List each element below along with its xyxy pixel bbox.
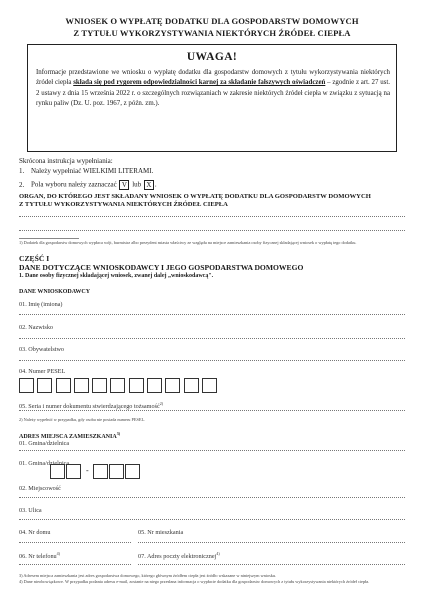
part1-description: 1. Dane osoby fizycznej składającej wniosek, zwanej dalej „wnioskodawcą".	[19, 273, 214, 279]
apartment-number-field[interactable]	[138, 542, 405, 543]
pesel-digit-cell[interactable]	[37, 378, 52, 393]
phone-label-sup: 4)	[56, 551, 60, 556]
organ-footnote: 1) Dodatek dla gospodarstw domowych wypłaca wójt, burmistrz albo prezydent miasta właściwy ze względu na miejsce zamieszkania osoby fizycznej składającej wniosek o wypłatę tego dodatku.	[19, 240, 357, 245]
pesel-digit-cell[interactable]	[184, 378, 199, 393]
postal-code-prefix-input[interactable]	[50, 464, 82, 479]
pesel-digit-cell[interactable]	[147, 378, 162, 393]
pesel-footnote: 2) Należy wypełnić w przypadku, gdy osoba nie posiada numeru PESEL.	[19, 417, 146, 422]
postal-code-digit-cell[interactable]	[50, 464, 65, 479]
instruction-item-2-number: 2.	[19, 180, 25, 189]
pesel-digit-cell[interactable]	[202, 378, 217, 393]
part1-title: CZĘŚĆ I	[19, 254, 50, 263]
municipality-field[interactable]	[19, 450, 405, 451]
phone-label-text: 06. Nr telefonu	[19, 553, 57, 561]
pesel-input[interactable]	[19, 378, 220, 393]
first-name-label: 01. Imię (imiona)	[19, 301, 63, 308]
id-document-label-text: 05. Seria i numer dokumentu stwierdzającego tożsamość	[19, 403, 160, 411]
pesel-digit-cell[interactable]	[19, 378, 34, 393]
warning-box	[27, 44, 397, 152]
postal-code-digit-cell[interactable]	[93, 464, 108, 479]
pesel-digit-cell[interactable]	[74, 378, 89, 393]
form-title-line2: Z TYTUŁU WYKORZYSTYWANIA NIEKTÓRYCH ŹRÓDEŁ CIEPŁA	[73, 28, 351, 38]
postal-code-digit-cell[interactable]	[109, 464, 124, 479]
postal-code-suffix-input[interactable]	[93, 464, 141, 479]
pesel-digit-cell[interactable]	[92, 378, 107, 393]
warning-heading: UWAGA!	[186, 51, 238, 63]
pesel-digit-cell[interactable]	[56, 378, 71, 393]
phone-label	[19, 551, 60, 560]
house-number-label: 04. Nr domu	[19, 529, 51, 536]
postal-code-dash: -	[86, 466, 89, 475]
address-heading-text: ADRES MIEJSCA ZAMIESZKANIA	[19, 434, 117, 440]
street-field[interactable]	[19, 519, 405, 520]
street-label: 03. Ulica	[19, 507, 42, 514]
checkbox-sample-x: X	[144, 180, 154, 190]
address-heading-sup: 3)	[116, 431, 121, 436]
email-label-sup: 4)	[216, 551, 220, 556]
form-title-line1: WNIOSEK O WYPŁATĘ DODATKU DLA GOSPODARSTW DOMOWYCH	[65, 16, 359, 26]
city-field[interactable]	[19, 497, 405, 498]
apartment-number-label: 05. Nr mieszkania	[138, 529, 184, 536]
id-document-label-sup: 2)	[159, 401, 164, 406]
checkbox-sample-v: V	[119, 180, 129, 190]
city-label: 02. Miejscowość	[19, 485, 61, 492]
address-heading	[19, 431, 120, 440]
email-footnote: 4) Dane nieobowiązkowe. W przypadku podania adresu e-mail, zostanie na niego przesłana informacja o wypłacie dodatku dla gospodarstw domowych z tytułu wykorzystywania niektórych źródeł ciepła.	[19, 579, 370, 584]
municipality-label: 01. Gmina/dzielnica	[19, 440, 70, 447]
footnote-rule	[19, 238, 79, 239]
warning-text-part1: Informacje przedstawione we wniosku o wypłatę dodatku dla gospodarstw domowych z tytułu wykorzystywania niektórych źródeł ciepła	[36, 69, 390, 87]
last-name-label: 02. Nazwisko	[19, 324, 54, 331]
phone-field[interactable]	[19, 564, 131, 565]
address-footnote: 3) Adresem miejsca zamieszkania jest adres gospodarstwa domowego, którego głównym źródłem ciepła jest źródło wskazane w niniejszym wniosku.	[19, 573, 277, 578]
id-document-field[interactable]	[19, 410, 405, 411]
instructions-heading: Skrócona instrukcja wypełniania:	[19, 157, 113, 165]
warning-text	[36, 68, 390, 110]
postal-code-digit-cell[interactable]	[125, 464, 140, 479]
id-document-label	[19, 401, 163, 410]
email-field[interactable]	[138, 564, 405, 565]
first-name-field[interactable]	[19, 314, 405, 315]
organ-heading-line2: Z TYTUŁU WYKORZYSTYWANIA NIEKTÓRYCH ŹRÓDEŁ CIEPŁA	[19, 201, 228, 208]
organ-input-line-2[interactable]	[19, 230, 405, 231]
pesel-digit-cell[interactable]	[129, 378, 144, 393]
instruction-item-1-number: 1.	[19, 167, 25, 175]
pesel-label: 04. Numer PESEL	[19, 368, 66, 375]
warning-text-bold: składa się pod rygorem odpowiedzialności karnej za składanie fałszywych oświadczeń	[73, 79, 326, 87]
email-label	[138, 551, 220, 560]
instruction-item-2-text: Pola wyboru należy zaznaczać	[31, 180, 117, 189]
part1-subtitle: DANE DOTYCZĄCE WNIOSKODAWCY I JEGO GOSPODARSTWA DOMOWEGO	[19, 263, 304, 272]
email-label-text: 07. Adres poczty elektronicznej	[138, 553, 217, 561]
warning-text-part2: – zgodnie z art. 27 ust. 2 ustawy z dnia 15 września 2022 r. o szczególnych rozwiązaniach w zakresie niektórych źródeł ciepła w związku z sytuacją na rynku paliw (Dz. U. poz. 1967, z późn. zm.).	[36, 79, 390, 108]
postal-code-digit-cell[interactable]	[66, 464, 81, 479]
citizenship-label: 03. Obywatelstwo	[19, 346, 65, 353]
instruction-item-2-or: lub	[132, 180, 142, 189]
municipality-label-2: 01. Gmina/dzielnica	[19, 460, 70, 467]
pesel-digit-cell[interactable]	[165, 378, 180, 393]
instruction-item-2	[19, 180, 157, 190]
organ-input-line-1[interactable]	[19, 216, 405, 217]
house-number-field[interactable]	[19, 542, 131, 543]
instruction-item-2-end: .	[154, 180, 157, 189]
organ-heading-line1: ORGAN, DO KTÓREGO JEST SKŁADANY WNIOSEK O WYPŁATĘ DODATKU DLA GOSPODARSTW DOMOWYCH	[19, 193, 371, 200]
applicant-data-heading: DANE WNIOSKODAWCY	[19, 289, 91, 295]
instruction-item-1	[19, 167, 153, 175]
instruction-item-1-text: Należy wypełniać WIELKIMI LITERAMI.	[31, 167, 154, 175]
citizenship-field[interactable]	[19, 360, 405, 361]
pesel-digit-cell[interactable]	[110, 378, 125, 393]
last-name-field[interactable]	[19, 338, 405, 339]
